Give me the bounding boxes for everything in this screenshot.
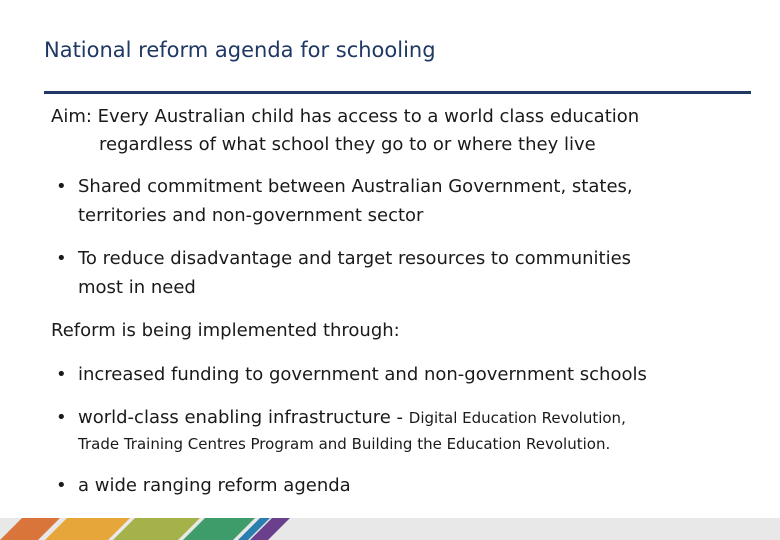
reform-heading: Reform is being implemented through: <box>51 320 400 341</box>
footer-right <box>290 524 780 540</box>
slide-title: National reform agenda for schooling <box>44 38 436 62</box>
aim-line-2: regardless of what school they go to or where they live <box>99 134 596 155</box>
bullet-symbol: • <box>56 176 67 197</box>
aim-line-1 <box>51 102 639 132</box>
bullet-text-funding: increased funding to government and non-government schools <box>78 364 647 385</box>
bullet-symbol: • <box>56 364 67 385</box>
aim-label: Aim: <box>51 106 92 127</box>
infra-main: world-class enabling infrastructure - <box>78 407 409 428</box>
bullet-symbol: • <box>56 248 67 269</box>
bullet-symbol: • <box>56 407 67 428</box>
bullet-text-1b: territories and non-government sector <box>78 205 424 226</box>
infra-detail-1: Digital Education Revolution, <box>408 409 626 427</box>
title-rule <box>44 91 751 94</box>
bullet-text-agenda: a wide ranging reform agenda <box>78 475 351 496</box>
bullet-text-2b: most in need <box>78 277 196 298</box>
bullet-text-infra <box>78 403 626 433</box>
bullet-text-2a: To reduce disadvantage and target resources to communities <box>78 248 632 269</box>
infra-detail-2: Trade Training Centres Program and Building the Education Revolution. <box>78 435 611 453</box>
bullet-symbol: • <box>56 475 67 496</box>
aim-text-1: Every Australian child has access to a world class education <box>91 106 640 127</box>
bullet-text-1a: Shared commitment between Australian Government, states, <box>78 176 633 197</box>
footer-color-band <box>0 518 780 540</box>
